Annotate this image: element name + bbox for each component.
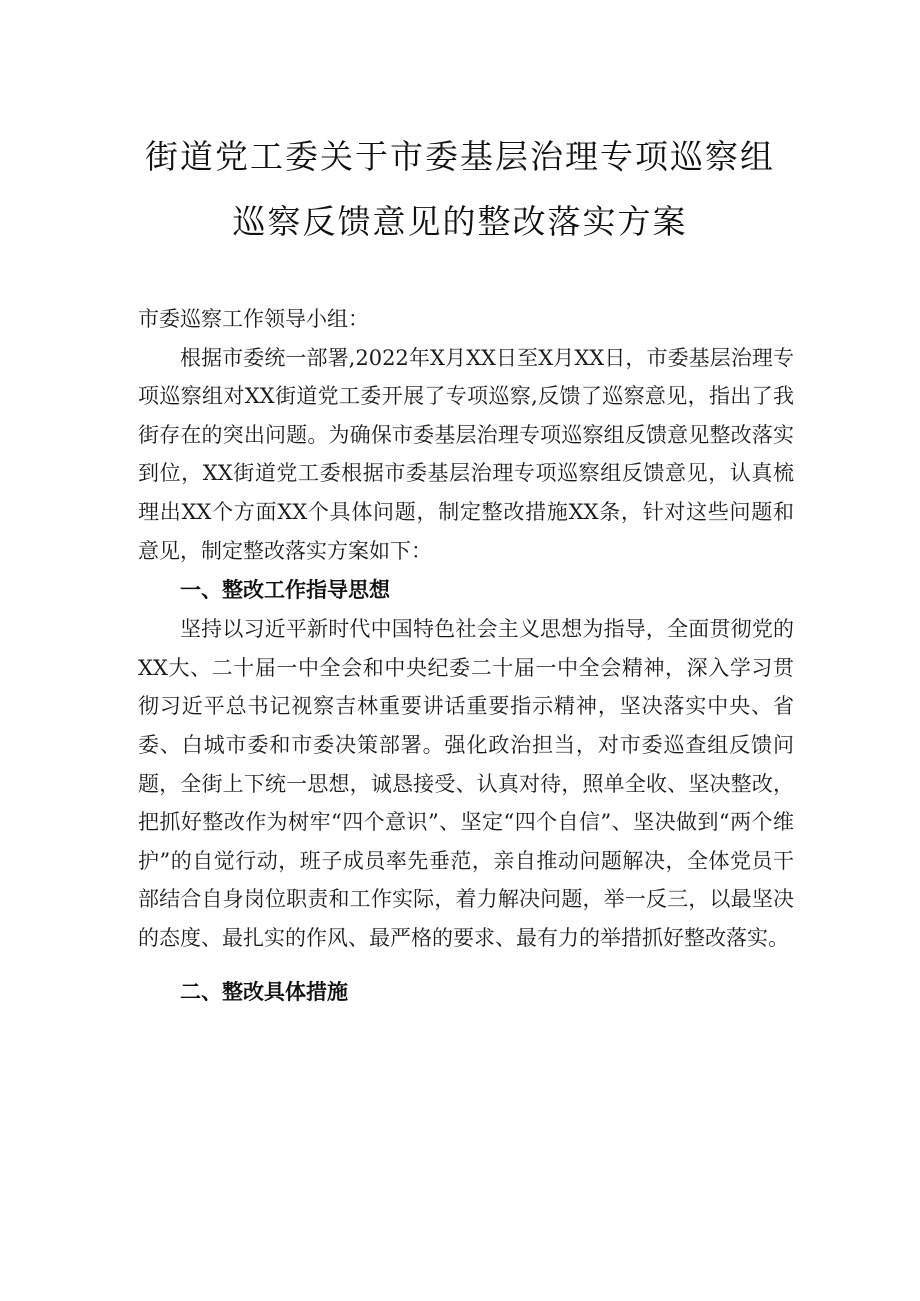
document-title-line-2: 巡察反馈意见的整改落实方案 <box>232 202 688 241</box>
section-1-heading: 一、整改工作指导思想 <box>180 578 390 603</box>
intro-paragraph: 根据市委统一部署,2022年X月XX日至X月XX日，市委基层治理专项巡察组对XX街道党工委开展了专项巡察,反馈了巡察意见，指出了我街存在的突出问题。为确保市委基层治理专项巡察组反馈意见整改落实到位，XX街道党工委根据市委基层治理专项巡察组反馈意见，认真梳理出XX个方面XX个具体问题，制定整改措施XX条，针对这些问题和意见，制定整改落实方案如下： <box>138 345 794 563</box>
section-1-paragraph: 坚持以习近平新时代中国特色社会主义思想为指导，全面贯彻党的XX大、二十届一中全会和中央纪委二十届一中全会精神，深入学习贯彻习近平总书记视察吉林重要讲话重要指示精神，坚决落实中央、省委、白城市委和市委决策部署。强化政治担当，对市委巡查组反馈问题，全街上下统一思想，诚恳接受、认真对待，照单全收、坚决整改，把抓好整改作为树牢“四个意识”、坚定“四个自信”、坚决做到“两个维护”的自觉行动，班子成员率先垂范，亲自推动问题解决，全体党员干部结合自身岗位职责和工作实际，着力解决问题，举一反三，以最坚决的态度、最扎实的作风、最严格的要求、最有力的举措抓好整改落实。 <box>138 617 794 950</box>
document-title-line-1: 街道党工委关于市委基层治理专项巡察组 <box>145 137 775 176</box>
section-2-heading: 二、整改具体措施 <box>180 979 348 1004</box>
salutation: 市委巡察工作领导小组： <box>138 307 369 331</box>
document-body <box>138 300 794 1012</box>
